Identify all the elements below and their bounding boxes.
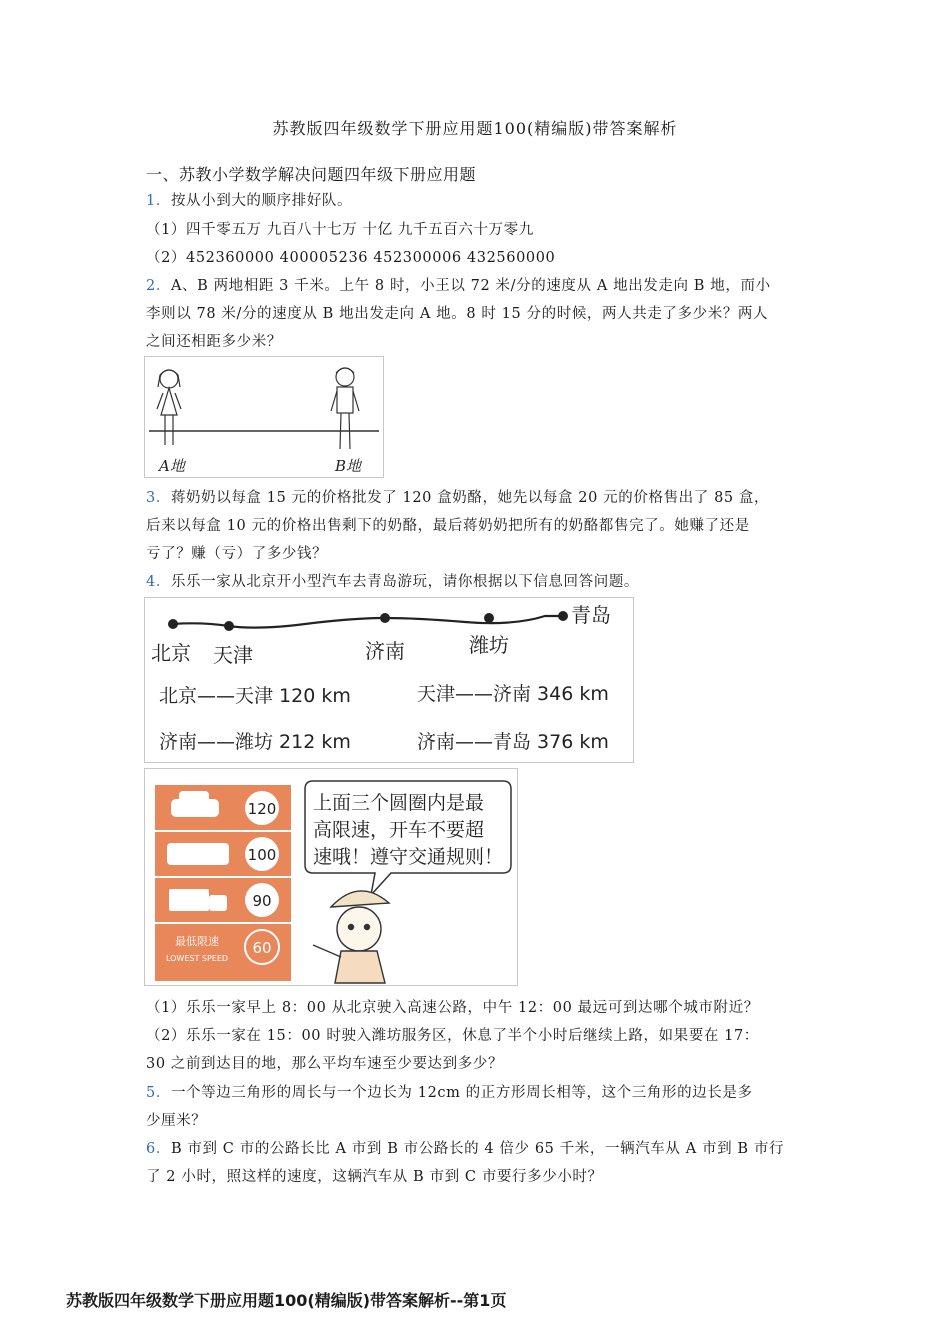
min-speed-label: 最低限速: [175, 935, 219, 948]
speed-limit-90: 90: [252, 892, 272, 910]
distance-2: 天津——济南 346 km: [417, 683, 609, 705]
page-footer: 苏教版四年级数学下册应用题100(精编版)带答案解析--第1页: [66, 1291, 507, 1310]
question-number: 6．: [146, 1141, 171, 1157]
question-5-line-2: 少厘米？: [146, 1113, 207, 1129]
min-speed-en: LOWEST SPEED: [165, 954, 229, 963]
question-4-part-1: （1）乐乐一家早上 8：00 从北京驶入高速公路，中午 12：00 最远可到达哪个城市附近？: [146, 1000, 759, 1016]
speed-sign-figure: [144, 768, 518, 986]
speech-line-3: 速哦！遵守交通规则！: [313, 846, 504, 868]
city-jinan: 济南: [365, 639, 405, 663]
question-text: B 市到 C 市的公路长比 A 市到 B 市公路长的 4 倍少 65 千米，一辆汽车从 A 市到 B 市行: [170, 1141, 785, 1157]
page-title: 苏教版四年级数学下册应用题100(精编版)带答案解析: [272, 119, 678, 138]
question-number: 1．: [146, 193, 171, 209]
question-number: 4．: [146, 574, 171, 590]
question-1-part-2: （2）452360000 400005236 452300006 432560000: [146, 250, 556, 266]
question-text: 蒋奶奶以每盒 15 元的价格批发了 120 盒奶酪，她先以每盒 20 元的价格售出了 85 盒，: [170, 490, 770, 506]
speech-line-2: 高限速，开车不要超: [313, 819, 485, 841]
question-text: 一个等边三角形的周长与一个边长为 12cm 的正方形周长相等，这个三角形的边长是多: [170, 1085, 753, 1101]
question-5: [146, 1081, 753, 1102]
distance-3: 济南——潍坊 212 km: [159, 731, 351, 753]
question-text: 按从小到大的顺序排好队。: [170, 193, 353, 209]
speed-limit-60: 60: [252, 939, 272, 957]
question-text: A、B 两地相距 3 千米。上午 8 时，小王以 72 米/分的速度从 A 地出发走向 B 地，而小: [170, 278, 771, 294]
officer-figure: [313, 891, 389, 983]
question-1: [146, 189, 352, 210]
question-3-line-3: 亏了？赚（亏）了多少钱？: [146, 546, 328, 562]
question-4: [146, 570, 639, 591]
boy-figure: [331, 368, 359, 449]
distance-figure: [144, 356, 384, 478]
speech-line-1: 上面三个圆圈内是最: [313, 792, 485, 814]
section-heading: 一、苏教小学数学解决问题四年级下册应用题: [146, 165, 477, 184]
city-beijing: 北京: [151, 641, 191, 665]
question-3-line-2: 后来以每盒 10 元的价格出售剩下的奶酪，最后蒋奶奶把所有的奶酪都售完了。她赚了还是: [146, 518, 750, 534]
distance-4: 济南——青岛 376 km: [417, 731, 609, 753]
city-tianjin: 天津: [213, 643, 253, 667]
question-6-line-2: 了 2 小时，照这样的速度，这辆汽车从 B 市到 C 市要行多少小时？: [146, 1169, 603, 1185]
city-weifang: 潍坊: [469, 633, 509, 657]
question-number: 3．: [146, 490, 171, 506]
label-a: A地: [159, 457, 185, 475]
question-number: 2．: [146, 278, 171, 294]
question-text: 乐乐一家从北京开小型汽车去青岛游玩，请你根据以下信息回答问题。: [170, 574, 640, 590]
speed-limit-120: 120: [247, 800, 277, 818]
question-1-part-1: （1）四千零五万 九百八十七万 十亿 九千五百六十万零九: [146, 222, 534, 238]
question-2: [146, 274, 771, 295]
label-b: B地: [335, 457, 362, 475]
question-2-line-2: 李则以 78 米/分的速度从 B 地出发走向 A 地。8 时 15 分的时候，两人共走了多少米？两人: [146, 306, 769, 322]
question-3: [146, 486, 769, 507]
question-number: 5．: [146, 1085, 171, 1101]
bus-icon: [167, 843, 229, 865]
speed-limit-100: 100: [247, 846, 277, 864]
city-qingdao: 青岛: [571, 603, 611, 627]
question-2-line-3: 之间还相距多少米？: [146, 334, 282, 350]
girl-figure: [157, 370, 181, 445]
question-4-part-2-cont: 30 之前到达目的地，那么平均车速至少要达到多少？: [146, 1056, 504, 1072]
question-6: [146, 1137, 784, 1158]
question-4-part-2: （2）乐乐一家在 15：00 时驶入潍坊服务区，休息了半个小时后继续上路，如果要在 17：: [146, 1028, 759, 1044]
distance-1: 北京——天津 120 km: [159, 685, 351, 707]
route-map-figure: [144, 597, 634, 763]
